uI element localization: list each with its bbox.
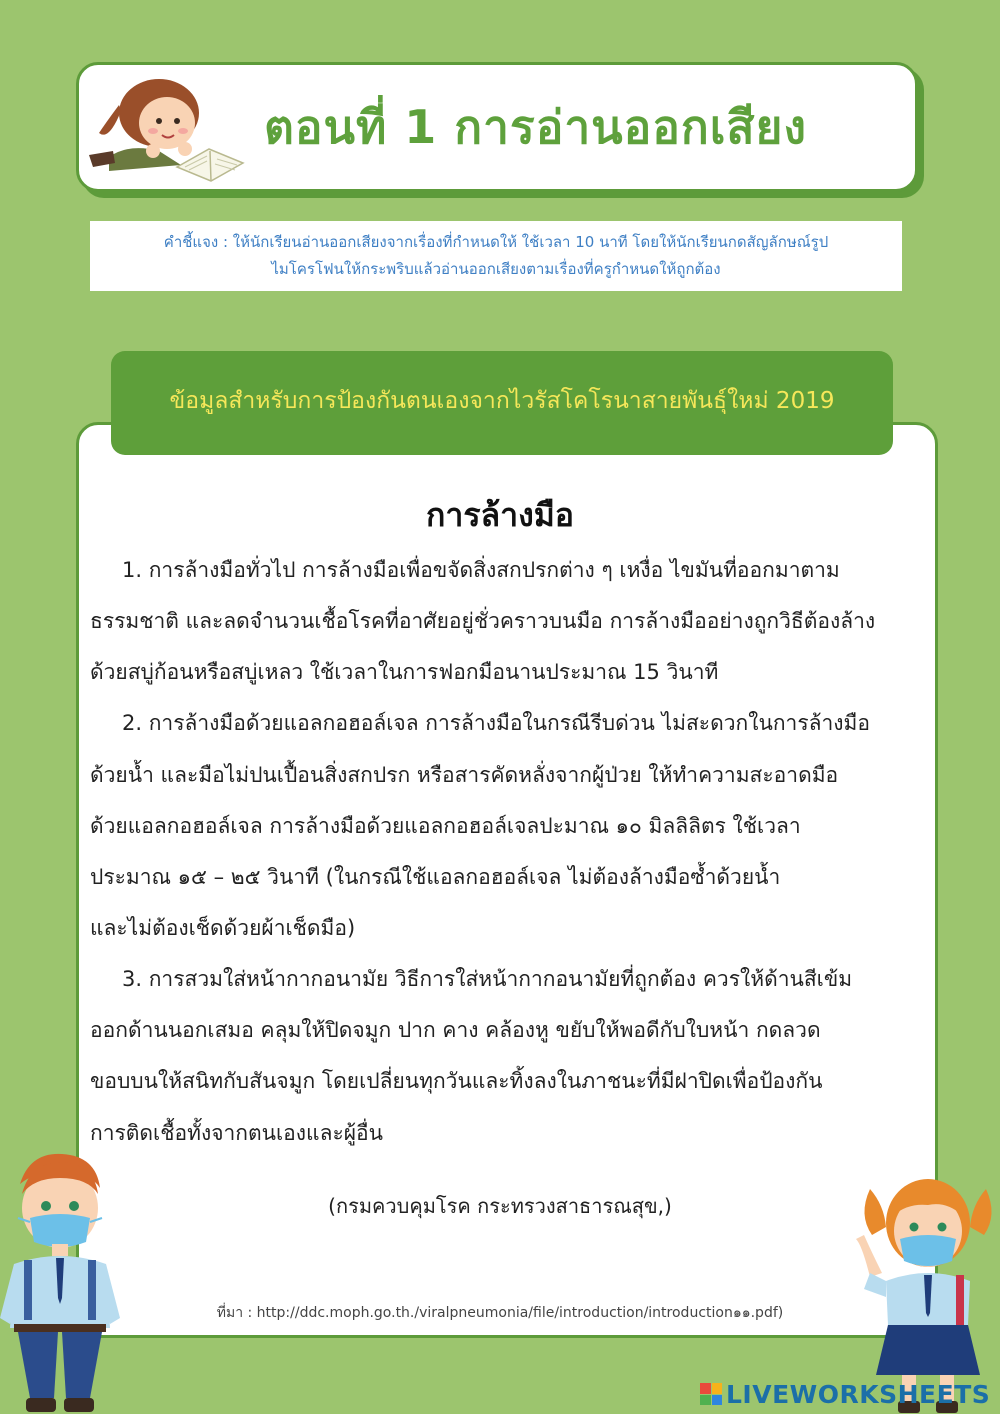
girl-student-mask-icon	[856, 1165, 1000, 1414]
article-line: ด้วยน้ำ และมือไม่ปนเปื้อนสิ่งสกปรก หรือสารคัดหลั่งจากผู้ป่วย ให้ทำความสะอาดมือ	[90, 763, 839, 787]
article-line: ออกด้านนอกเสมอ คลุมให้ปิดจมูก ปาก คาง คล้องหู ขยับให้พอดีกับใบหน้า กดลวด	[90, 1018, 821, 1042]
banner-text: ข้อมูลสำหรับการป้องกันตนเองจากไวรัสโคโรนาสายพันธุ์ใหม่ 2019	[169, 388, 835, 414]
article-line: 2. การล้างมือด้วยแอลกอฮอล์เจล การล้างมือในกรณีรีบด่วน ไม่สะดวกในการล้างมือ	[122, 711, 870, 735]
article-line: และไม่ต้องเช็ดด้วยผ้าเช็ดมือ)	[90, 916, 356, 940]
logo-letter-tile	[700, 1383, 711, 1394]
liveworksheets-logo[interactable]	[700, 1378, 996, 1410]
source-url: ที่มา : http://ddc.moph.go.th./viralpneumonia/file/introduction/introduction๑๑.pdf)	[216, 1305, 784, 1321]
logo-text: LIVEWORKSHEETS	[726, 1379, 991, 1409]
logo-letter-tile	[700, 1395, 711, 1406]
source-reference: (กรมควบคุมโรค กระทรวงสาธารณสุข,)	[328, 1194, 672, 1218]
instructions-line: คำชี้แจง : ให้นักเรียนอ่านออกเสียงจากเรื่องที่กำหนดให้ ใช้เวลา 10 นาที โดยให้นักเรียนกดสัญลักษณ์รูป	[163, 233, 829, 251]
article-line: การติดเชื้อทั้งจากตนเองและผู้อื่น	[90, 1121, 384, 1145]
page-title: ตอนที่ 1 การอ่านออกเสียง	[264, 100, 807, 154]
article-line: ด้วยแอลกอฮอล์เจล การล้างมือด้วยแอลกอฮอล์เจลปะมาณ ๑๐ มิลลิลิตร ใช้เวลา	[90, 814, 801, 838]
instructions-box	[90, 221, 902, 291]
article-title: การล้างมือ	[425, 496, 575, 534]
girl-reading-book-icon	[89, 71, 249, 183]
instructions-line: ไมโครโฟนให้กระพริบแล้วอ่านออกเสียงตามเรื่องที่ครูกำหนดให้ถูกต้อง	[271, 260, 721, 278]
article-line: 3. การสวมใส่หน้ากากอนามัย วิธีการใส่หน้ากากอนามัยที่ถูกต้อง ควรให้ด้านสีเข้ม	[122, 967, 853, 991]
logo-letter-tile	[712, 1383, 723, 1394]
boy-student-mask-icon	[0, 1148, 120, 1414]
topic-banner	[111, 351, 893, 455]
logo-letter-tile	[712, 1395, 723, 1406]
article-line: ขอบบนให้สนิทกับสันจมูก โดยเปลี่ยนทุกวันและทิ้งลงในภาชนะที่มีฝาปิดเพื่อป้องกัน	[90, 1069, 823, 1093]
article-line: ประมาณ ๑๕ – ๒๕ วินาที (ในกรณีใช้แอลกอฮอล์เจล ไม่ต้องล้างมือซ้ำด้วยน้ำ	[90, 865, 781, 889]
title-card	[76, 62, 918, 192]
article-line: 1. การล้างมือทั่วไป การล้างมือเพื่อขจัดสิ่งสกปรกต่าง ๆ เหงื่อ ไขมันที่ออกมาตาม	[122, 558, 840, 582]
article-line: ธรรมชาติ และลดจำนวนเชื้อโรคที่อาศัยอยู่ชั่วคราวบนมือ การล้างมืออย่างถูกวิธีต้องล้าง	[90, 609, 876, 633]
article-line: ด้วยสบู่ก้อนหรือสบู่เหลว ใช้เวลาในการฟอกมือนานประมาณ 15 วินาที	[90, 660, 719, 684]
liveworksheets-mark-icon	[700, 1383, 722, 1405]
